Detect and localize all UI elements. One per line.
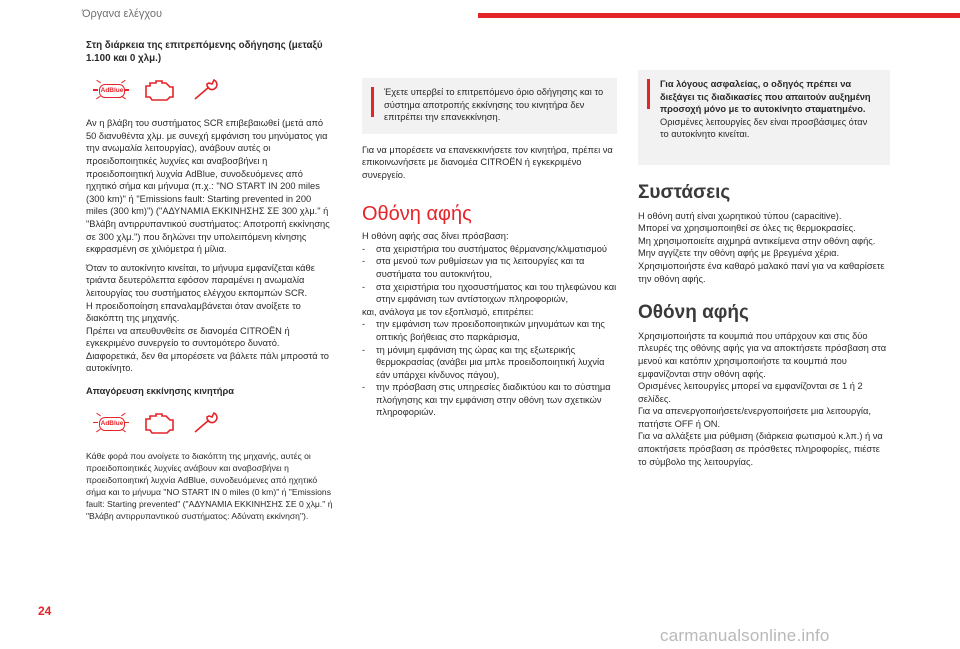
right-s4: Μην αγγίζετε την οθόνη αφής με βρεγμένα χέρια. — [638, 248, 840, 259]
right-s1: Η οθόνη αυτή είναι χωρητικού τύπου (capacitive). — [638, 210, 842, 221]
middle-intro-2: και, ανάλογα με τον εξοπλισμό, επιτρέπει: — [362, 306, 534, 317]
left-paragraph-5: Διαφορετικά, δεν θα μπορέσετε να βάλετε πάλι μπροστά το αυτοκίνητο. — [86, 350, 329, 374]
left-column — [86, 40, 334, 528]
right-s3: Μη χρησιμοποιείτε αιχμηρά αντικείμενα στην οθόνη αφής. — [638, 235, 876, 246]
left-title: Στη διάρκεια της επιτρεπόμενης οδήγησης (μεταξύ 1.100 και 0 χλμ.) — [86, 40, 323, 64]
watermark: carmanualsonline.info — [660, 626, 830, 645]
right-note-bold: Για λόγους ασφαλείας, ο οδηγός πρέπει να διεξάγει τις διαδικασίες που απαιτούν αυξημένη προσοχή μόνο με το αυτοκίνητο σταματημένο. — [660, 79, 871, 115]
middle-paragraph-1: Για να μπορέσετε να επανεκκινήσετε τον κινητήρα, πρέπει να επικοινωνήσετε με διανομέα CITROËN ή εγκεκριμένο συνεργείο. — [362, 144, 613, 180]
right-t4: Για να αλλάξετε μια ρύθμιση (διάρκεια φωτισμού κ.λπ.) ή να αποκτήσετε πρόσβαση σε πρόσθετες πληροφορίες, πιέστε το σύμβολο της λειτουργίας. — [638, 431, 883, 467]
right-t1: Χρησιμοποιήστε τα κουμπιά που υπάρχουν και στις δύο πλευρές της οθόνης αφής για να αποκτήσετε πρόσβαση στα μενού και κατόπιν χρησιμοποιήστε τα κουμπιά που εμφανίζονται στην οθόνη αφής. — [638, 330, 887, 379]
middle-list-2 — [362, 318, 617, 419]
right-s2: Μπορεί να χρησιμοποιηθεί σε όλες τις θερμοκρασίες. — [638, 223, 856, 234]
right-safety-note — [638, 70, 890, 165]
adblue-icon-label: AdBlue — [99, 84, 125, 98]
left-paragraph-6: Κάθε φορά που ανοίγετε το διακόπτη της μηχανής, αυτές οι προειδοποιητικές λυχνίες ανάβουν και αναβοσβήνει η προειδοποιητική λυχνία AdBlue, συνοδευόμενες από ηχητικό σήμα και το μήνυμα "NO START IN 0 miles (0 km)" ή "Emissions fault: Starting prevented" ("ΑΔΥΝΑΜΙΑ ΕΚΚΙΝΗΣΗΣ ΣΕ 0 χλμ." ή "Βλάβη αντιρρυπαντικού συστήματος: Αδύνατη εκκίνηση"). — [86, 450, 333, 521]
list-item: - την εμφάνιση των προειδοποιητικών μηνυμάτων και της οπτικής βοήθειας στο παρκάρισμα, — [362, 318, 617, 343]
left-paragraph-3: Η προειδοποίηση επαναλαμβάνεται όταν ανοίξετε το διακόπτη της μηχανής. — [86, 300, 301, 324]
list-item: - στα χειριστήρια του συστήματος θέρμανσης/κλιματισμού — [362, 243, 617, 256]
middle-warning-note — [362, 78, 617, 134]
middle-list-1 — [362, 243, 617, 306]
right-note-text: Ορισμένες λειτουργίες δεν είναι προσβάσιμες όταν το αυτοκίνητο κινείται. — [660, 116, 868, 140]
middle-intro: Η οθόνη αφής σας δίνει πρόσβαση: — [362, 231, 509, 242]
header-red-bar — [478, 13, 960, 18]
list-item: - την πρόσβαση στις υπηρεσίες διαδικτύου και το σύστημα πλοήγησης και την εμφάνιση στην οθόνη των σχετικών πληροφοριών. — [362, 381, 617, 419]
header-section-title: Όργανα ελέγχου — [82, 8, 162, 20]
right-t2: Ορισμένες λειτουργίες μπορεί να εμφανίζονται σε 1 ή 2 σελίδες. — [638, 381, 863, 404]
adblue-icon-label: AdBlue — [99, 417, 125, 431]
wrench-icon — [192, 78, 222, 102]
wrench-icon — [192, 411, 222, 435]
warning-icons-row-1 — [96, 73, 334, 107]
adblue-warning-icon — [96, 412, 126, 434]
left-title-2: Απαγόρευση εκκίνησης κινητήρα — [86, 386, 234, 397]
list-item: - τη μόνιμη εμφάνιση της ώρας και της εξωτερικής θερμοκρασίας (ανάβει μια μπλε προειδοποιητική λυχνία εάν υπάρχει κίνδυνος πάγου), — [362, 344, 617, 382]
left-paragraph-1: Αν η βλάβη του συστήματος SCR επιβεβαιωθεί (μετά από 50 διανυθέντα χλμ. με συνεχή εμφάνιση του μηνύματος για την ανωμαλία λειτουργίας), ανάβουν αυτές οι προειδοποιητικές λυχνίες και αναβοσβήνει η προειδοποιητική λυχνία AdBlue, συνοδευόμενες από ηχητικό σήμα και μήνυμα (π.χ.: "NO START IN 200 miles (300 km)" ή "Emissions fault: Starting prevented in 200 miles (300 km)") ("ΑΔΥΝΑΜΙΑ ΕΚΚΙΝΗΣΗΣ ΣΕ 300 χλμ." ή "Βλάβη αντιρρυπαντικού συστήματος: Αποτροπή εκκίνησης σε 300 χλμ.") που δηλώνει την υπολειπόμενη κίνησης εκφρασμένη σε χιλιόμετρα ή μίλια. — [86, 118, 330, 255]
list-item: - στα χειριστήρια του ηχοσυστήματος και του τηλεφώνου και στην εμφάνιση των αντίστοιχων πληροφοριών, — [362, 281, 617, 306]
engine-warning-icon — [142, 78, 176, 102]
right-heading-touchscreen: Οθόνη αφής — [638, 302, 749, 324]
middle-column — [362, 78, 617, 425]
warning-icons-row-2 — [96, 406, 334, 440]
middle-heading-touchscreen: Οθόνη αφής — [362, 202, 472, 225]
left-paragraph-4: Πρέπει να απευθυνθείτε σε διανομέα CITROËN ή εγκεκριμένο συνεργείο το συντομότερο δυνατό. — [86, 325, 290, 349]
list-item: - στα μενού των ρυθμίσεων για τις λειτουργίες και τα συστήματα του αυτοκινήτου, — [362, 255, 617, 280]
right-heading-recommendations: Συστάσεις — [638, 181, 731, 203]
adblue-warning-icon — [96, 79, 126, 101]
right-column — [638, 70, 890, 474]
page-number: 24 — [38, 604, 52, 618]
engine-warning-icon — [142, 411, 176, 435]
middle-note-text: Έχετε υπερβεί το επιτρεπόμενο όριο οδήγησης και το σύστημα αποτροπής εκκίνησης του κινητήρα δεν επιτρέπει την επανεκκίνηση. — [384, 87, 604, 123]
right-t3: Για να απενεργοποιήσετε/ενεργοποιήσετε μια λειτουργία, πατήστε OFF ή ON. — [638, 406, 871, 429]
right-s5: Χρησιμοποιήστε ένα καθαρό μαλακό πανί για να καθαρίσετε την οθόνη αφής. — [638, 260, 885, 284]
left-paragraph-2: Όταν το αυτοκίνητο κινείται, το μήνυμα εμφανίζεται κάθε τριάντα δευτερόλεπτα εφόσον παραμένει η ανωμαλία λειτουργίας του συστήματος ελέγχου εκπομπών SCR. — [86, 262, 315, 298]
